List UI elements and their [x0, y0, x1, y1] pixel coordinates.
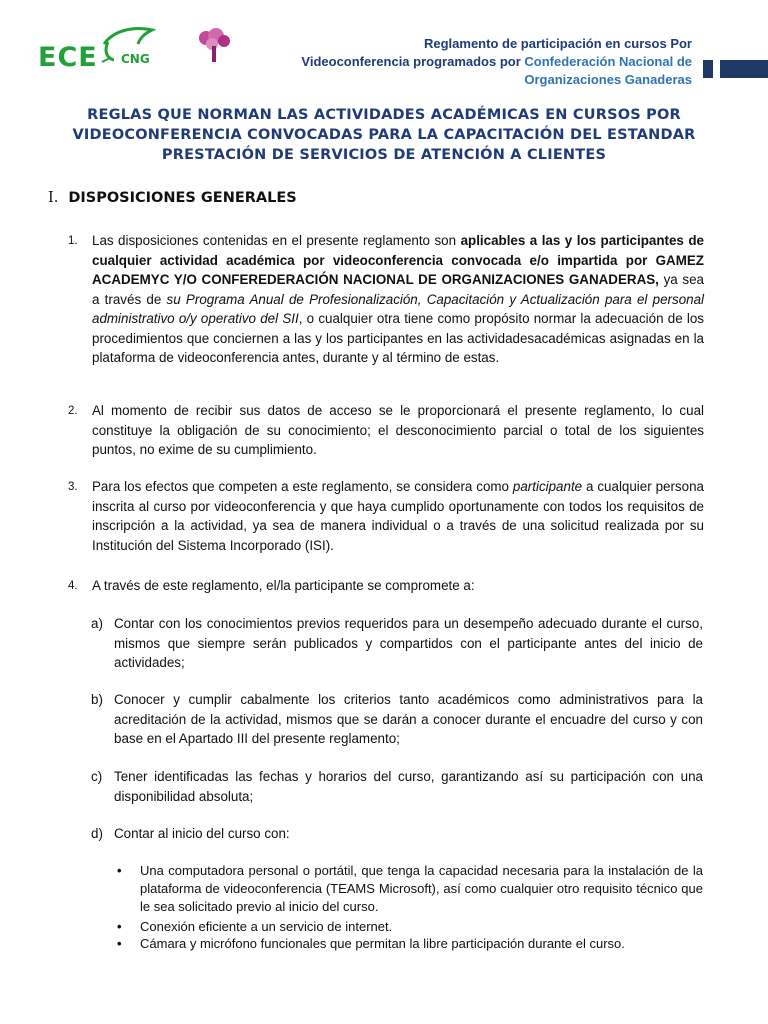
list-item — [91, 614, 703, 673]
list-item — [91, 824, 703, 844]
header-accent-bar — [703, 60, 713, 78]
list-item-letter: a) — [91, 616, 103, 631]
paragraph-1 — [68, 231, 704, 368]
document-title-line2: VIDEOCONFERENCIA CONVOCADAS PARA LA CAPACITACIÓN DEL ESTANDAR — [72, 127, 696, 143]
paragraph-text: A través de este reglamento, el/la participante se compromete a: — [92, 578, 475, 593]
header-title-line3: Organizaciones Ganaderas — [524, 72, 692, 87]
paragraph-number: 1. — [68, 235, 78, 247]
list-item — [91, 690, 703, 749]
section-title: DISPOSICIONES GENERALES — [68, 190, 297, 206]
tree-logo-icon — [190, 28, 238, 64]
list-item-text: Contar al inicio del curso con: — [114, 826, 290, 841]
cng-logo-text: CNG — [121, 52, 150, 66]
p1-text-a: Las disposiciones contenidas en el presente reglamento son — [92, 233, 457, 248]
document-title — [60, 105, 708, 165]
list-item — [91, 767, 703, 806]
paragraph-number: 4. — [68, 580, 78, 592]
bullet-icon: • — [117, 936, 122, 951]
ece-logo: ECE — [38, 42, 98, 73]
header-title — [252, 35, 692, 89]
p3-text-italic: participante — [512, 479, 583, 494]
list-item-text: Contar con los conocimientos previos requeridos para un desempeño adecuado durante el curso, mismos que siempre serán publicados y compartidos con el participante antes del inicio de actividades; — [114, 616, 703, 670]
paragraph-3 — [68, 477, 704, 555]
paragraph-number: 2. — [68, 405, 78, 417]
list-item-letter: d) — [91, 826, 103, 841]
bullet-item — [117, 862, 703, 916]
bullet-icon: • — [117, 863, 122, 878]
paragraph-text — [92, 231, 704, 368]
header-title-line2 — [252, 53, 692, 71]
document-title-line3: PRESTACIÓN DE SERVICIOS DE ATENCIÓN A CLIENTES — [161, 147, 607, 163]
bullet-text: Cámara y micrófono funcionales que permitan la libre participación durante el curso. — [140, 936, 625, 951]
list-item-letter: b) — [91, 692, 103, 707]
section-number: I. — [48, 190, 59, 206]
bullet-item — [117, 918, 703, 936]
page-header — [0, 0, 768, 95]
p3-text-c: a cualquier persona inscrita al curso por videoconferencia y que haya cumplido oportunamente con todos los requisitos de inscripción a la actividad, ya sea de manera individual o a través de una solicitud realizada por su Institución del Sistema Incorporado (ISI). — [92, 479, 704, 553]
p1-text-c: ya sea a través de — [92, 272, 704, 307]
bullet-icon: • — [117, 919, 122, 934]
bullet-item — [117, 935, 703, 953]
bullet-text: Una computadora personal o portátil, que tenga la capacidad necesaria para la instalación de la plataforma de videoconferencia (TEAMS Microsoft), así como cualquier otro requisito técnico que le sea solicitado previo al inicio del curso. — [140, 863, 703, 914]
paragraph-4 — [68, 576, 704, 596]
header-title-line1: Reglamento de participación en cursos Por — [423, 36, 692, 51]
list-item-text: Conocer y cumplir cabalmente los criterios tanto académicos como administrativos para la acreditación de la actividad, mismos que se darán a conocer durante el encuadre del curso y con base en el Apartado III del presente reglamento; — [114, 692, 703, 746]
section-heading — [48, 190, 297, 206]
p3-text-a: Para los efectos que competen a este reglamento, se considera como — [92, 479, 509, 494]
p1-text-italic: su Programa Anual de Profesionalización, Capacitación y Actualización para el personal administrativo o/y operativo del SII — [92, 291, 705, 326]
p1-text-e: , o cualquier otra tiene como propósito normar la adecuación de los procedimientos que conciernen a las y los participantes en las actividadesacadémicas asignadas en la plataforma de videoconferencia antes, durante y al término de estas. — [92, 311, 704, 365]
bullet-text: Conexión eficiente a un servicio de internet. — [140, 919, 393, 934]
document-title-line1: REGLAS QUE NORMAN LAS ACTIVIDADES ACADÉMICAS EN CURSOS POR — [87, 107, 681, 123]
paragraph-2 — [68, 401, 704, 460]
paragraph-number: 3. — [68, 481, 78, 493]
list-item-letter: c) — [91, 769, 103, 784]
header-title-line2-part1: Videoconferencia programados por — [301, 54, 521, 69]
header-title-line2-part2: Confederación Nacional de — [524, 54, 692, 69]
list-item-text: Tener identificadas las fechas y horarios del curso, garantizando así su participación con una disponibilidad absoluta; — [114, 769, 703, 804]
paragraph-text: Al momento de recibir sus datos de acceso se le proporcionará el presente reglamento, lo cual constituye la obligación de su conocimiento; el desconocimiento parcial o total de los siguientes puntos, no exime de su cumplimiento. — [92, 403, 704, 457]
p1-text-bold: aplicables a las y los participantes de cualquier actividad académica por videoconferencia convocada e/o impartida por GAMEZ ACADEMYC Y/O CONFEREDERACIÓN NACIONAL DE ORGANIZACIONES GANADERAS, — [92, 233, 704, 287]
header-accent-bar-right — [720, 60, 768, 78]
paragraph-text — [92, 477, 704, 555]
